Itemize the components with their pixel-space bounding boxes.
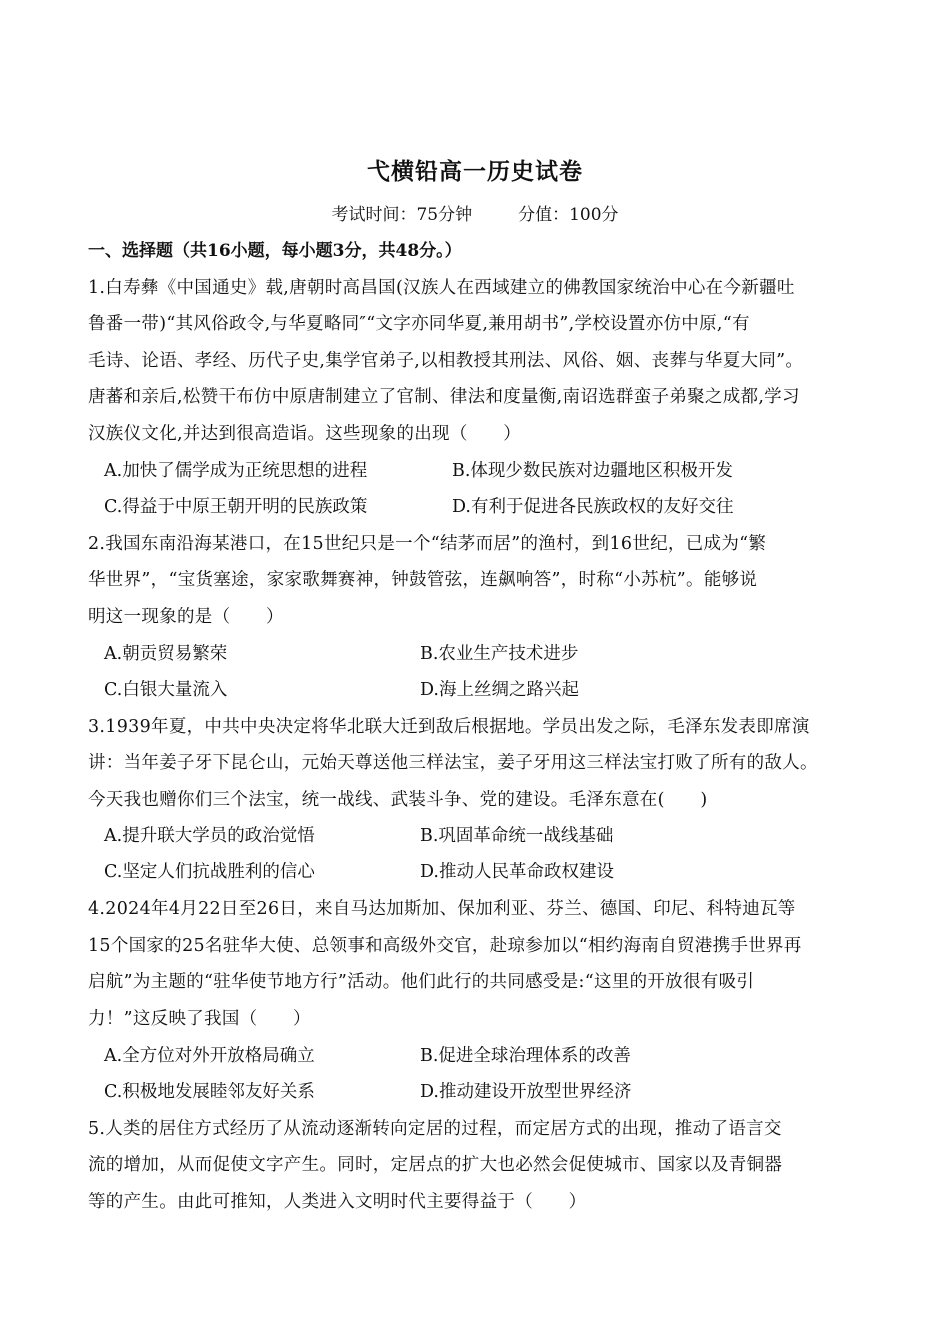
question-3-line: 讲：当年姜子牙下昆仑山，元始天尊送他三样法宝，姜子牙用这三样法宝打败了所有的敌人。 xyxy=(88,753,818,773)
exam-time: 考试时间：75分钟 xyxy=(331,205,473,225)
question-4-line: 4.2024年4月22日至26日，来自马达加斯加、保加利亚、芬兰、德国、印尼、科特迪瓦等 xyxy=(88,899,796,919)
question-1-option-a[interactable]: A.加快了儒学成为正统思想的进程 xyxy=(104,461,368,481)
question-1-option-c[interactable]: C.得益于中原王朝开明的民族政策 xyxy=(104,497,368,517)
question-3-option-b[interactable]: B.巩固革命统一战线基础 xyxy=(420,826,614,846)
question-3-option-d[interactable]: D.推动人民革命政权建设 xyxy=(420,862,614,882)
question-1-option-d[interactable]: D.有利于促进各民族政权的友好交往 xyxy=(452,497,734,517)
question-5-line: 5.人类的居住方式经历了从流动逐渐转向定居的过程，而定居方式的出现，推动了语言交 xyxy=(88,1119,782,1139)
question-2-line: 2.我国东南沿海某港口，在15世纪只是一个“结茅而居”的渔村，到16世纪，已成为“繁 xyxy=(88,534,767,554)
question-1-line: 汉族仪文化,并达到很高造诣。这些现象的出现（ ） xyxy=(88,424,522,444)
question-3-line: 3.1939年夏，中共中央决定将华北联大迁到敌后根据地。学员出发之际，毛泽东发表即席演 xyxy=(88,717,810,737)
question-4-line: 力！”这反映了我国（ ） xyxy=(88,1009,311,1029)
exam-title: 弋横铅高一历史试卷 xyxy=(367,158,583,185)
question-4-line: 15个国家的25名驻华大使、总领事和高级外交官，赴琼参加以“相约海南自贸港携手世界再 xyxy=(88,936,802,956)
question-4-option-c[interactable]: C.积极地发展睦邻友好关系 xyxy=(104,1082,315,1102)
exam-meta xyxy=(0,200,950,225)
question-4-line: 启航”为主题的“驻华使节地方行”活动。他们此行的共同感受是:“这里的开放很有吸引 xyxy=(88,972,755,992)
section-heading: 一、选择题（共16小题，每小题3分，共48分。） xyxy=(88,241,462,261)
question-2-line: 华世界”，“宝货塞途，家家歌舞赛神，钟鼓管弦，连飙响答”，时称“小苏杭”。能够说 xyxy=(88,570,758,590)
question-1-line: 鲁番一带)“其风俗政令,与华夏略同″“文字亦同华夏,兼用胡书”,学校设置亦仿中原,“有 xyxy=(88,314,750,334)
question-1-line: 唐蕃和亲后,松赞干布仿中原唐制建立了官制、律法和度量衡,南诏选群蛮子弟聚之成都,学习 xyxy=(88,387,800,407)
question-2-option-a[interactable]: A.朝贡贸易繁荣 xyxy=(104,644,228,664)
question-2-line: 明这一现象的是（ ） xyxy=(88,607,284,627)
question-1-line: 毛诗、论语、孝经、历代子史,集学官弟子,以相教授其刑法、风俗、姻、丧葬与华夏大同”。 xyxy=(88,351,804,371)
question-3-option-c[interactable]: C.坚定人们抗战胜利的信心 xyxy=(104,862,315,882)
question-2-option-b[interactable]: B.农业生产技术进步 xyxy=(420,644,579,664)
question-3-option-a[interactable]: A.提升联大学员的政治觉悟 xyxy=(104,826,315,846)
question-1-line: 1.白寿彝《中国通史》载,唐朝时高昌国(汉族人在西域建立的佛教国家统治中心在今新疆吐 xyxy=(88,278,795,298)
question-4-option-b[interactable]: B.促进全球治理体系的改善 xyxy=(420,1046,631,1066)
question-2-option-d[interactable]: D.海上丝绸之路兴起 xyxy=(420,680,579,700)
question-5-line: 等的产生。由此可推知，人类进入文明时代主要得益于（ ） xyxy=(88,1192,587,1212)
question-4-option-a[interactable]: A.全方位对外开放格局确立 xyxy=(104,1046,315,1066)
question-2-option-c[interactable]: C.白银大量流入 xyxy=(104,680,228,700)
question-4-option-d[interactable]: D.推动建设开放型世界经济 xyxy=(420,1082,632,1102)
question-1-option-b[interactable]: B.体现少数民族对边疆地区积极开发 xyxy=(452,461,733,481)
question-3-line: 今天我也赠你们三个法宝，统一战线、武装斗争、党的建设。毛泽东意在( ) xyxy=(88,790,708,810)
question-5-line: 流的增加，从而促使文字产生。同时，定居点的扩大也必然会促使城市、国家以及青铜器 xyxy=(88,1155,783,1175)
exam-score: 分值：100分 xyxy=(518,205,619,225)
